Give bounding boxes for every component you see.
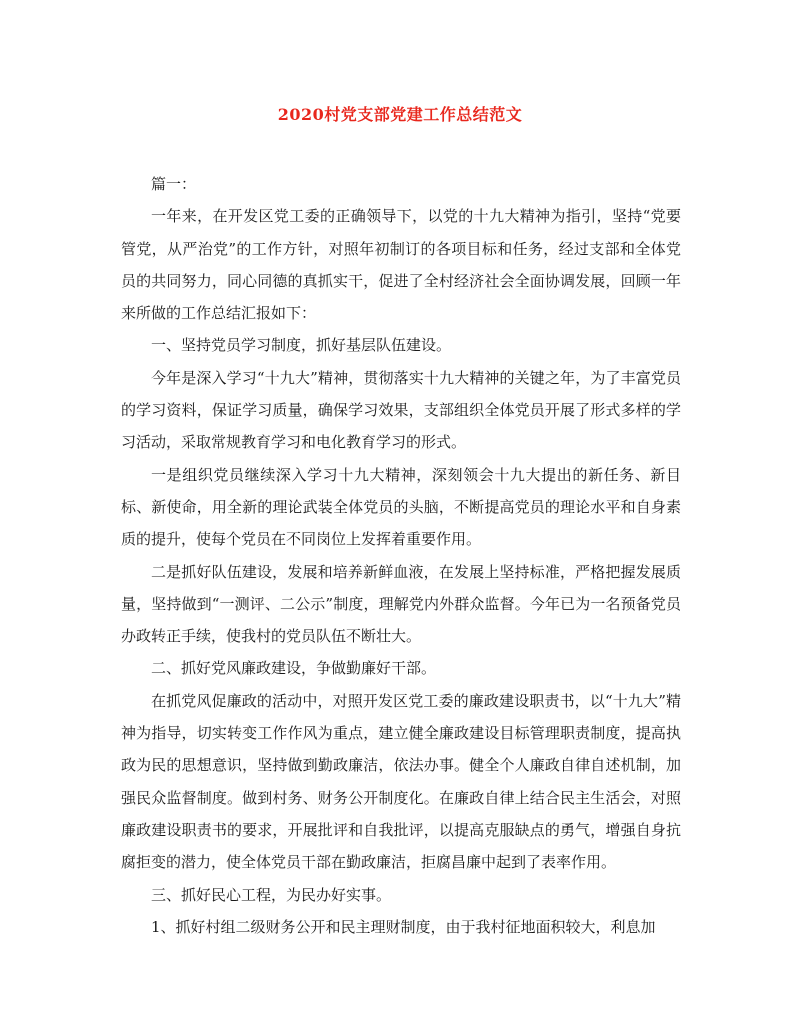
heading-section-3: 三、抓好民心工程，为民办好实事。 xyxy=(151,885,392,904)
document-body xyxy=(121,168,681,943)
paragraph-study-point-1: 一是组织党员继续深入学习十九大精神，深刻领会十九大提出的新任务、新目标、新使命，用全新的理论武装全体党员的头脑，不断提高党员的理论水平和自身素质的提升，使每个党员在不同岗位上发挥着重要作用。 xyxy=(121,465,681,549)
paragraph-integrity: 在抓党风促廉政的活动中，对照开发区党工委的廉政建设职责书，以“十九大”精神为指导，切实转变工作作风为重点，建立健全廉政建设目标管理职责制度，提高执政为民的思想意识，坚持做到勤政廉洁，依法办事。健全个人廉政自律自述机制，加强民众监督制度。做到村务、财务公开制度化。在廉政自律上结合民主生活会，对照廉政建设职责书的要求，开展批评和自我批评，以提高克服缺点的勇气，增强自身抗腐拒变的潜力，使全体党员干部在勤政廉洁，拒腐昌廉中起到了表率作用。 xyxy=(121,691,681,872)
heading-section-1: 一、坚持党员学习制度，抓好基层队伍建设。 xyxy=(151,336,452,355)
document-title: 2020村党支部党建工作总结范文 xyxy=(277,105,523,124)
paragraph-study-overview: 今年是深入学习“十九大”精神，贯彻落实十九大精神的关键之年，为了丰富党员的学习资料，保证学习质量，确保学习效果，支部组织全体党员开展了形式多样的学习活动，采取常规教育学习和电化教育学习的形式。 xyxy=(121,368,681,452)
paragraph-section-label: 篇一： xyxy=(151,175,197,193)
paragraph-intro: 一年来，在开发区党工委的正确领导下，以党的十九大精神为指引，坚持“党要管党，从严治党”的工作方针，对照年初制订的各项目标和任务，经过支部和全体党员的共同努力，同心同德的真抓实干，促进了全村经济社会全面协调发展，回顾一年来所做的工作总结汇报如下： xyxy=(121,207,681,323)
heading-section-2: 二、抓好党风廉政建设，争做勤廉好干部。 xyxy=(151,659,437,678)
paragraph-study-point-2: 二是抓好队伍建设，发展和培养新鲜血液，在发展上坚持标准，严格把握发展质量，坚持做到“一测评、二公示”制度，理解党内外群众监督。今年已为一名预备党员办政转正手续，使我村的党员队伍不断壮大。 xyxy=(121,562,681,646)
paragraph-finance: 1、抓好村组二级财务公开和民主理财制度，由于我村征地面积较大，利息加 xyxy=(151,917,656,936)
